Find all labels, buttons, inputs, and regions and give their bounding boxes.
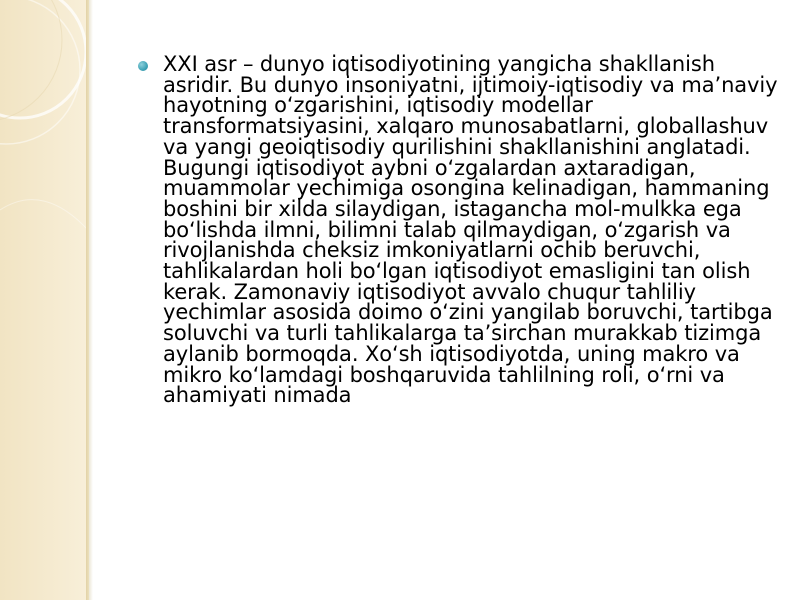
- decorative-side-band: [0, 0, 88, 600]
- slide-content: [138, 54, 788, 406]
- decorative-curves: [0, 0, 88, 600]
- bullet-icon: [138, 61, 148, 71]
- band-shadow: [89, 0, 93, 600]
- bullet-paragraph: XXI asr – dunyo iqtisodiyotining yangicha shakllanish asridir. Bu dunyo insoniyatni, ijtimoiy-iqtisodiy va ma’naviy hayotning o‘zgarishini, iqtisodiy modellar transformatsiyasini, xalqaro munosabatlarni, globallashuv va yangi geoiqtisodiy qurilishini shakllanishini anglatadi. Bugungi iqtisodiyot aybni o‘zgalardan axtaradigan, muammolar yechimiga osongina kelinadigan, hammaning boshini bir xilda silaydigan, istagancha mol-mulkka ega bo‘lishda ilmni, bilimni talab qilmaydigan, o‘zgarish va rivojlanishda cheksiz imkoniyatlarni ochib beruvchi, tahlikalardan holi bo‘lgan iqtisodiyot emasligini tan olish kerak. Zamonaviy iqtisodiyot avvalo chuqur tahliliy yechimlar asosida doimo o‘zini yangilab boruvchi, tartibga soluvchi va turli tahlikalarga ta’sirchan murakkab tizimga aylanib bormoqda. Xo‘sh iqtisodiyotda, uning makro va mikro ko‘lamdagi boshqaruvida tahlilning roli, o‘rni va ahamiyati nimada: [163, 52, 778, 408]
